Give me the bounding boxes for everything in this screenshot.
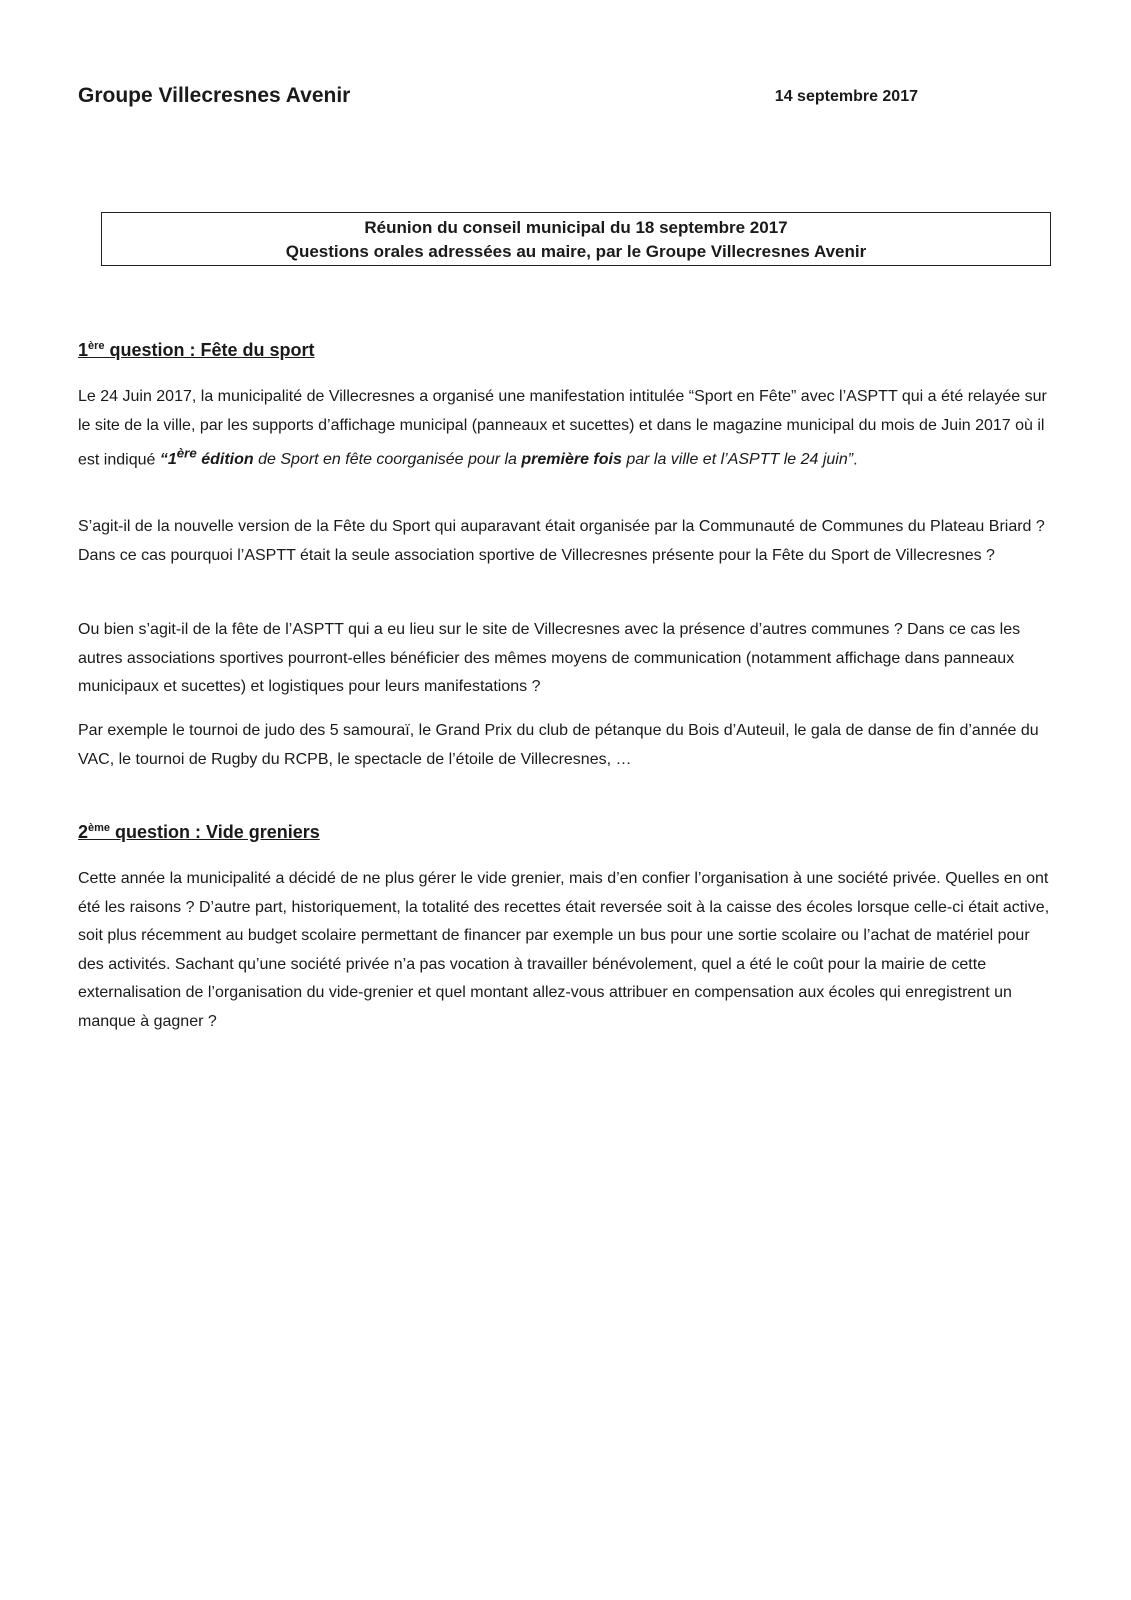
title-line-1: Réunion du conseil municipal du 18 septembre 2017	[364, 218, 788, 237]
question-1-suffix: ère	[88, 340, 105, 352]
title-box	[101, 212, 1051, 266]
question-1-title: question : Fête du sport	[104, 340, 315, 360]
question-1-number: 1	[78, 340, 89, 360]
group-name: Groupe Villecresnes Avenir	[78, 84, 351, 107]
q1-p1-text: Le 24 Juin 2017, la municipalité de Villecresnes a organisé une manifestation intitulée “Sport en Fête” avec l’ASPTT qui a été relayée sur le site de la ville, par les supports d’affichage municipal (panneaux et sucettes) et dans le magazine municipal du mois de Juin 2017 où il est indiqué	[78, 388, 1047, 469]
q1-quote	[159, 446, 854, 469]
question-1-paragraph-2: S’agit-il de la nouvelle version de la Fête du Sport qui auparavant était organisée par la Communauté de Communes du Plateau Briard ? Dans ce cas pourquoi l’ASPTT était la seule association sportive de Villecresnes présente pour la Fête du Sport de Villecresnes ?	[78, 518, 1045, 564]
question-1-paragraph-3: Ou bien s’agit-il de la fête de l’ASPTT qui a eu lieu sur le site de Villecresnes avec la présence d’autres communes ? Dans ce cas les autres associations sportives pourront-elles bénéficier des mêmes moyens de communication (notamment affichage dans panneaux municipaux et sucettes) et logistiques pour leurs manifestations ?	[78, 621, 1021, 695]
q1-quote-mid: de Sport en fête coorganisée pour la	[253, 451, 522, 469]
question-1-paragraph-1	[78, 383, 1053, 475]
question-2-suffix: ème	[88, 822, 111, 834]
q1-quote-bold-1: édition	[196, 451, 254, 469]
q1-quote-open: “1	[159, 451, 177, 469]
title-line-2: Questions orales adressées au maire, par le Groupe Villecresnes Avenir	[285, 242, 867, 261]
question-2-number: 2	[78, 822, 89, 842]
question-2-paragraph-1: Cette année la municipalité a décidé de ne plus gérer le vide grenier, mais d’en confier l’organisation à une société privée. Quelles en ont été les raisons ? D’autre part, historiquement, la totalité des recettes était reversée soit à la caisse des écoles lorsque celle-ci était active, soit plus récemment au budget scolaire permettant de financer par exemple un bus pour une sortie scolaire ou l’achat de matériel pour des activités. Sachant qu’une société privée n’a pas vocation à travailler bénévolement, quel a été le coût pour la mairie de cette externalisation de l’organisation du vide-grenier et quel montant allez-vous attribuer en compensation aux écoles qui enregistrent un manque à gagner ?	[78, 870, 1050, 1030]
q1-quote-bold-2: première fois	[521, 451, 622, 469]
document-date: 14 septembre 2017	[774, 88, 918, 105]
q1-quote-end: par la ville et l’ASPTT le 24 juin”	[621, 451, 854, 469]
question-1-heading	[78, 340, 315, 361]
question-2-heading	[78, 822, 320, 843]
q1-quote-sup: ère	[176, 446, 197, 461]
question-1-paragraph-4: Par exemple le tournoi de judo des 5 samouraï, le Grand Prix du club de pétanque du Bois d’Auteuil, le gala de danse de fin d’année du VAC, le tournoi de Rugby du RCPB, le spectacle de l’étoile de Villecresnes, …	[78, 722, 1039, 768]
question-2-title: question : Vide greniers	[110, 822, 320, 842]
q1-p1-final: .	[853, 451, 858, 469]
document-header	[78, 84, 918, 114]
